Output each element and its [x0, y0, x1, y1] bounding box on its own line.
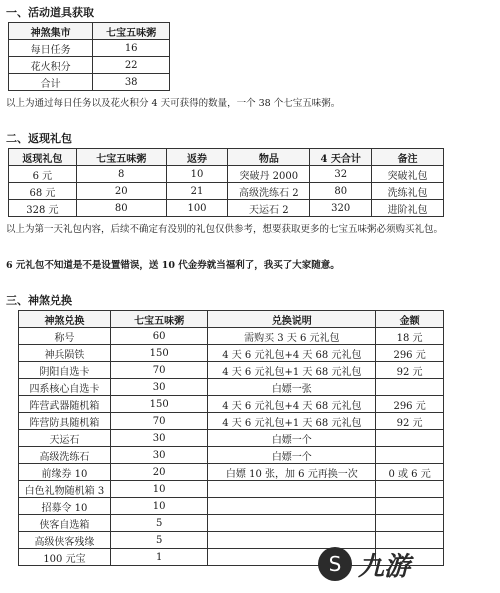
cell: 32	[310, 166, 372, 183]
table-row	[19, 345, 444, 362]
cell: 突破丹 2000	[228, 166, 310, 183]
cell: 20	[110, 464, 208, 481]
cell: 70	[110, 413, 208, 430]
cell: 100 元宝	[19, 549, 111, 566]
table-row	[19, 464, 444, 481]
watermark-logo-icon: S	[318, 547, 352, 581]
cell: 60	[110, 328, 208, 345]
table-row	[9, 57, 170, 74]
section2-note2: 6 元礼包不知道是不是设置错误，送 10 代金券就当福利了，我买了大家随意。	[6, 260, 340, 271]
cell	[376, 498, 444, 515]
cell	[208, 481, 376, 498]
col-header: 金额	[376, 311, 444, 328]
table-item-sources	[8, 22, 170, 91]
cell: 38	[93, 74, 170, 91]
cell: 合计	[9, 74, 93, 91]
table-row	[19, 362, 444, 379]
col-header: 兑换说明	[208, 311, 376, 328]
cell: 高级洗练石 2	[228, 183, 310, 200]
table-row	[9, 183, 444, 200]
table-row	[19, 447, 444, 464]
cell: 30	[110, 379, 208, 396]
col-header: 七宝五味粥	[110, 311, 208, 328]
cell: 150	[110, 396, 208, 413]
cell: 30	[110, 430, 208, 447]
cell: 称号	[19, 328, 111, 345]
cell: 328 元	[9, 200, 77, 217]
cell: 68 元	[9, 183, 77, 200]
cell: 阴阳自选卡	[19, 362, 111, 379]
table-row	[19, 328, 444, 345]
table-row	[9, 40, 170, 57]
cell: 18 元	[376, 328, 444, 345]
col-header: 物品	[228, 149, 310, 166]
col-header: 神煞兑换	[19, 311, 111, 328]
cell: 天运石	[19, 430, 111, 447]
cell: 高级洗练石	[19, 447, 111, 464]
cell: 4 天 6 元礼包+4 天 68 元礼包	[208, 396, 376, 413]
table-row	[19, 515, 444, 532]
cell: 92 元	[376, 413, 444, 430]
cell: 20	[76, 183, 166, 200]
cell: 70	[110, 362, 208, 379]
table-row	[19, 430, 444, 447]
table-rebate-packs	[8, 148, 444, 217]
cell: 4 天 6 元礼包+1 天 68 元礼包	[208, 362, 376, 379]
col-header: 返现礼包	[9, 149, 77, 166]
cell: 白嫖一个	[208, 430, 376, 447]
cell: 22	[93, 57, 170, 74]
cell	[376, 515, 444, 532]
cell: 10	[166, 166, 228, 183]
cell: 白嫖 10 张，加 6 元再换一次	[208, 464, 376, 481]
cell: 320	[310, 200, 372, 217]
cell: 80	[76, 200, 166, 217]
cell: 6 元	[9, 166, 77, 183]
cell: 每日任务	[9, 40, 93, 57]
cell: 洗练礼包	[372, 183, 444, 200]
section3-title: 三、神煞兑换	[6, 294, 72, 307]
col-header: 返券	[166, 149, 228, 166]
cell: 4 天 6 元礼包+4 天 68 元礼包	[208, 345, 376, 362]
cell: 白色礼物随机箱 3	[19, 481, 111, 498]
table-row	[19, 396, 444, 413]
cell: 0 或 6 元	[376, 464, 444, 481]
cell: 1	[110, 549, 208, 566]
cell: 高级侠客残缘	[19, 532, 111, 549]
cell: 10	[110, 481, 208, 498]
cell: 296 元	[376, 345, 444, 362]
col-header: 备注	[372, 149, 444, 166]
table-row	[19, 498, 444, 515]
table-exchange	[18, 310, 444, 566]
cell: 21	[166, 183, 228, 200]
table-row	[9, 166, 444, 183]
cell: 30	[110, 447, 208, 464]
table-row	[19, 379, 444, 396]
cell: 天运石 2	[228, 200, 310, 217]
cell: 阵营防具随机箱	[19, 413, 111, 430]
cell: 296 元	[376, 396, 444, 413]
cell: 四系核心自选卡	[19, 379, 111, 396]
cell: 阵营武器随机箱	[19, 396, 111, 413]
section2-title: 二、返现礼包	[6, 132, 72, 145]
cell: 招募令 10	[19, 498, 111, 515]
col-header: 七宝五味粥	[76, 149, 166, 166]
cell	[376, 481, 444, 498]
cell: 进阶礼包	[372, 200, 444, 217]
col-header: 4 天合计	[310, 149, 372, 166]
cell: 前缘券 10	[19, 464, 111, 481]
cell: 92 元	[376, 362, 444, 379]
cell: 80	[310, 183, 372, 200]
cell	[376, 379, 444, 396]
col-header: 神煞集市	[9, 23, 93, 40]
cell	[376, 430, 444, 447]
cell: 白嫖一张	[208, 379, 376, 396]
cell: 突破礼包	[372, 166, 444, 183]
cell: 100	[166, 200, 228, 217]
table-row	[19, 413, 444, 430]
cell: 侠客自选箱	[19, 515, 111, 532]
table-row	[9, 200, 444, 217]
watermark	[318, 541, 488, 587]
cell	[208, 515, 376, 532]
cell	[376, 447, 444, 464]
table-row	[19, 481, 444, 498]
cell: 150	[110, 345, 208, 362]
cell: 需购买 3 天 6 元礼包	[208, 328, 376, 345]
cell: 5	[110, 515, 208, 532]
section1-title: 一、活动道具获取	[6, 6, 94, 19]
cell: 白嫖一个	[208, 447, 376, 464]
cell	[208, 498, 376, 515]
cell: 8	[76, 166, 166, 183]
cell: 神兵陨铁	[19, 345, 111, 362]
cell: 5	[110, 532, 208, 549]
cell: 16	[93, 40, 170, 57]
cell: 花火积分	[9, 57, 93, 74]
watermark-text: 九游	[358, 551, 411, 582]
col-header: 七宝五味粥	[93, 23, 170, 40]
section1-note: 以上为通过每日任务以及花火积分 4 天可获得的数量，一个 38 个七宝五味粥。	[6, 98, 341, 109]
section2-note1: 以上为第一天礼包内容，后续不确定有没别的礼包仅供参考，想要获取更多的七宝五味粥必须购买礼包。	[6, 224, 444, 235]
cell: 4 天 6 元礼包+1 天 68 元礼包	[208, 413, 376, 430]
table-row	[9, 74, 170, 91]
cell: 10	[110, 498, 208, 515]
